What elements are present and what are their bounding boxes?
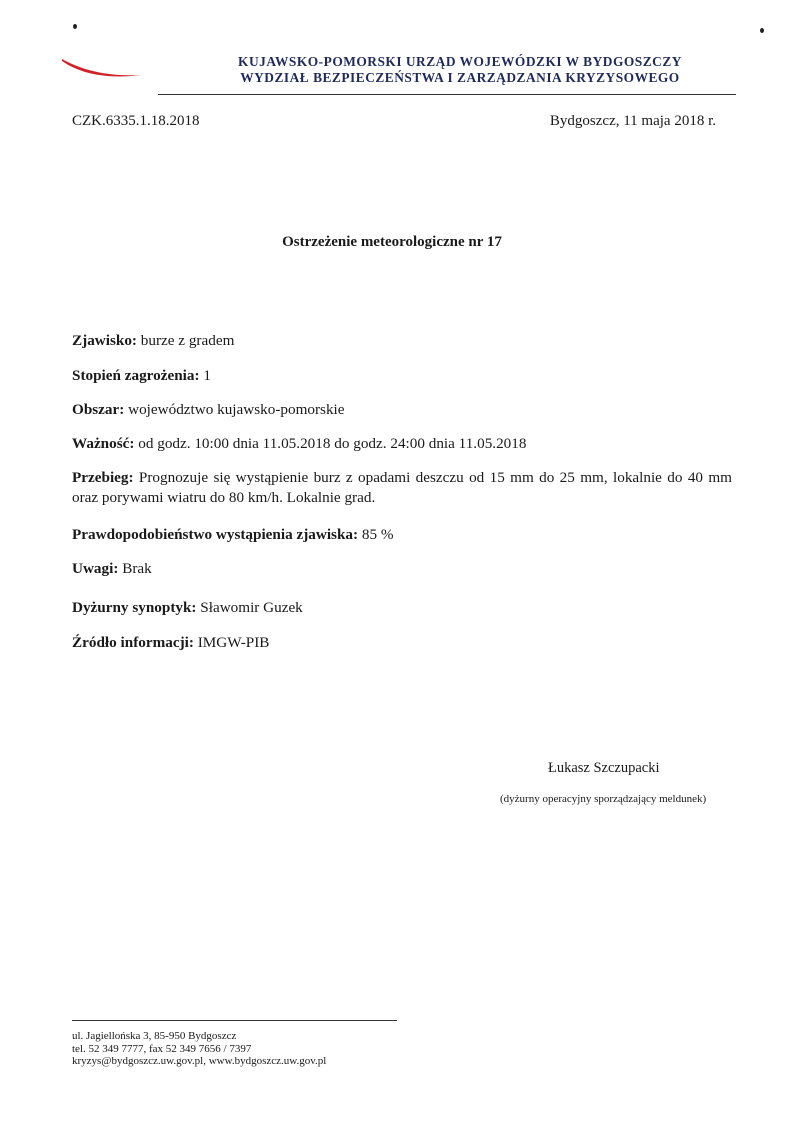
reference-number: CZK.6335.1.18.2018 — [72, 113, 200, 129]
red-swoosh-logo-icon — [60, 55, 150, 85]
signatory-name: Łukasz Szczupacki — [548, 760, 660, 776]
field-label: Uwagi: — [72, 560, 119, 577]
field-label: Źródło informacji: — [72, 634, 194, 651]
field-value: Prognozuje się wystąpienie burz z opadami deszczu od 15 mm do 25 mm, lokalnie do 40 mm oraz porywami wiatru do 80 km/h. Lokalnie grad. — [72, 469, 732, 506]
field-label: Przebieg: — [72, 469, 134, 486]
scan-dot — [760, 28, 764, 33]
field-value: burze z gradem — [140, 332, 235, 349]
footer-phone: tel. 52 349 7777, fax 52 349 7656 / 7397 — [72, 1042, 252, 1055]
footer-web: kryzys@bydgoszcz.uw.gov.pl, www.bydgoszcz.uw.gov.pl — [72, 1055, 327, 1067]
field-phenomenon — [72, 331, 732, 351]
field-value: Brak — [122, 560, 152, 577]
header-divider — [158, 94, 736, 95]
field-threat-level — [72, 366, 732, 386]
header-office-name: KUJAWSKO-POMORSKI URZĄD WOJEWÓDZKI W BYDGOSZCZY — [238, 54, 682, 69]
field-label: Stopień zagrożenia: — [72, 367, 200, 384]
footer-contact — [72, 1030, 326, 1068]
header-department-name: WYDZIAŁ BEZPIECZEŃSTWA I ZARZĄDZANIA KRYZYSOWEGO — [240, 70, 680, 85]
field-value: 85 % — [361, 526, 394, 543]
field-value: IMGW-PIB — [197, 634, 270, 651]
field-synoptic — [72, 598, 732, 618]
signatory-role: (dyżurny operacyjny sporządzający meldunek) — [500, 793, 707, 805]
field-area — [72, 400, 732, 420]
field-probability — [72, 525, 732, 545]
field-value: od godz. 10:00 dnia 11.05.2018 do godz. 24:00 dnia 11.05.2018 — [138, 435, 527, 452]
field-source — [72, 633, 732, 653]
document-title: Ostrzeżenie meteorologiczne nr 17 — [282, 234, 502, 250]
field-label: Obszar: — [72, 401, 125, 418]
field-label: Zjawisko: — [72, 332, 137, 349]
scan-dot — [73, 24, 77, 29]
field-course — [72, 468, 732, 507]
field-value: 1 — [203, 367, 211, 384]
field-notes — [72, 559, 732, 579]
footer-divider — [72, 1020, 397, 1021]
footer-address: ul. Jagiellońska 3, 85-950 Bydgoszcz — [72, 1030, 237, 1042]
field-value: województwo kujawsko-pomorskie — [128, 401, 345, 418]
field-label: Ważność: — [72, 435, 135, 452]
field-validity — [72, 434, 732, 454]
field-label: Prawdopodobieństwo wystąpienia zjawiska: — [72, 526, 359, 543]
place-date: Bydgoszcz, 11 maja 2018 r. — [549, 113, 716, 129]
field-label: Dyżurny synoptyk: — [72, 599, 197, 616]
field-value: Sławomir Guzek — [200, 599, 303, 616]
